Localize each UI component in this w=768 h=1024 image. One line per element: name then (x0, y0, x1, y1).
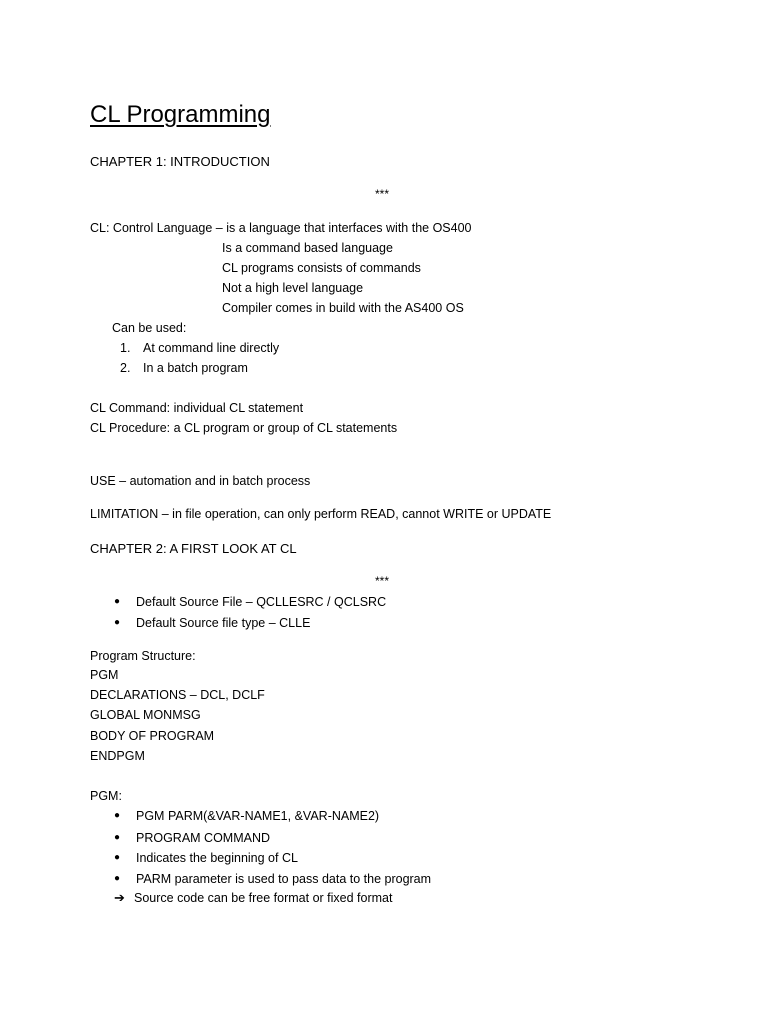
chapter-2-separator: *** (375, 574, 390, 588)
list-item: Indicates the beginning of CL (136, 851, 298, 865)
bullet-icon: ● (114, 873, 121, 884)
list-item: In a batch program (143, 361, 248, 375)
cl-definition-line: CL programs consists of commands (222, 261, 421, 275)
list-number: 1. (120, 341, 131, 355)
use-line: USE – automation and in batch process (90, 474, 311, 488)
list-item: PGM PARM(&VAR-NAME1, &VAR-NAME2) (136, 809, 380, 823)
list-item: Default Source File – QCLLESRC / QCLSRC (136, 595, 387, 609)
bullet-icon: ● (114, 617, 121, 628)
list-item: PARM parameter is used to pass data to the program (136, 872, 432, 886)
bullet-icon: ● (114, 810, 121, 821)
list-number: 2. (120, 361, 131, 375)
structure-line: GLOBAL MONMSG (90, 708, 201, 722)
cl-definition-line: Compiler comes in build with the AS400 OS (222, 301, 464, 315)
pgm-label: PGM: (90, 789, 122, 803)
limitation-line: LIMITATION – in file operation, can only perform READ, cannot WRITE or UPDATE (90, 507, 552, 521)
bullet-icon: ● (114, 852, 121, 863)
list-item: Default Source file type – CLLE (136, 616, 311, 630)
bullet-icon: ● (114, 832, 121, 843)
document-title: CL Programming (90, 101, 271, 128)
program-structure-label: Program Structure: (90, 649, 196, 663)
chapter-1-separator: *** (375, 187, 390, 201)
structure-line: ENDPGM (90, 749, 145, 763)
structure-line: BODY OF PROGRAM (90, 729, 215, 743)
cl-definition-line: Is a command based language (222, 241, 393, 255)
structure-line: PGM (90, 668, 119, 682)
cl-definition-lead: CL: Control Language – is a language that interfaces with the OS400 (90, 221, 472, 235)
bullet-icon: ● (114, 596, 121, 607)
can-be-used-label: Can be used: (112, 321, 187, 335)
list-item: PROGRAM COMMAND (136, 831, 271, 845)
cl-definition-line: Not a high level language (222, 281, 364, 295)
cl-command-line: CL Command: individual CL statement (90, 401, 304, 415)
arrow-right-icon: ➔ (114, 890, 125, 905)
chapter-1-heading: CHAPTER 1: INTRODUCTION (90, 154, 270, 169)
chapter-2-heading: CHAPTER 2: A FIRST LOOK AT CL (90, 541, 297, 556)
arrow-note: Source code can be free format or fixed format (134, 891, 393, 905)
list-item: At command line directly (143, 341, 280, 355)
structure-line: DECLARATIONS – DCL, DCLF (90, 688, 265, 702)
cl-procedure-line: CL Procedure: a CL program or group of CL statements (90, 421, 398, 435)
